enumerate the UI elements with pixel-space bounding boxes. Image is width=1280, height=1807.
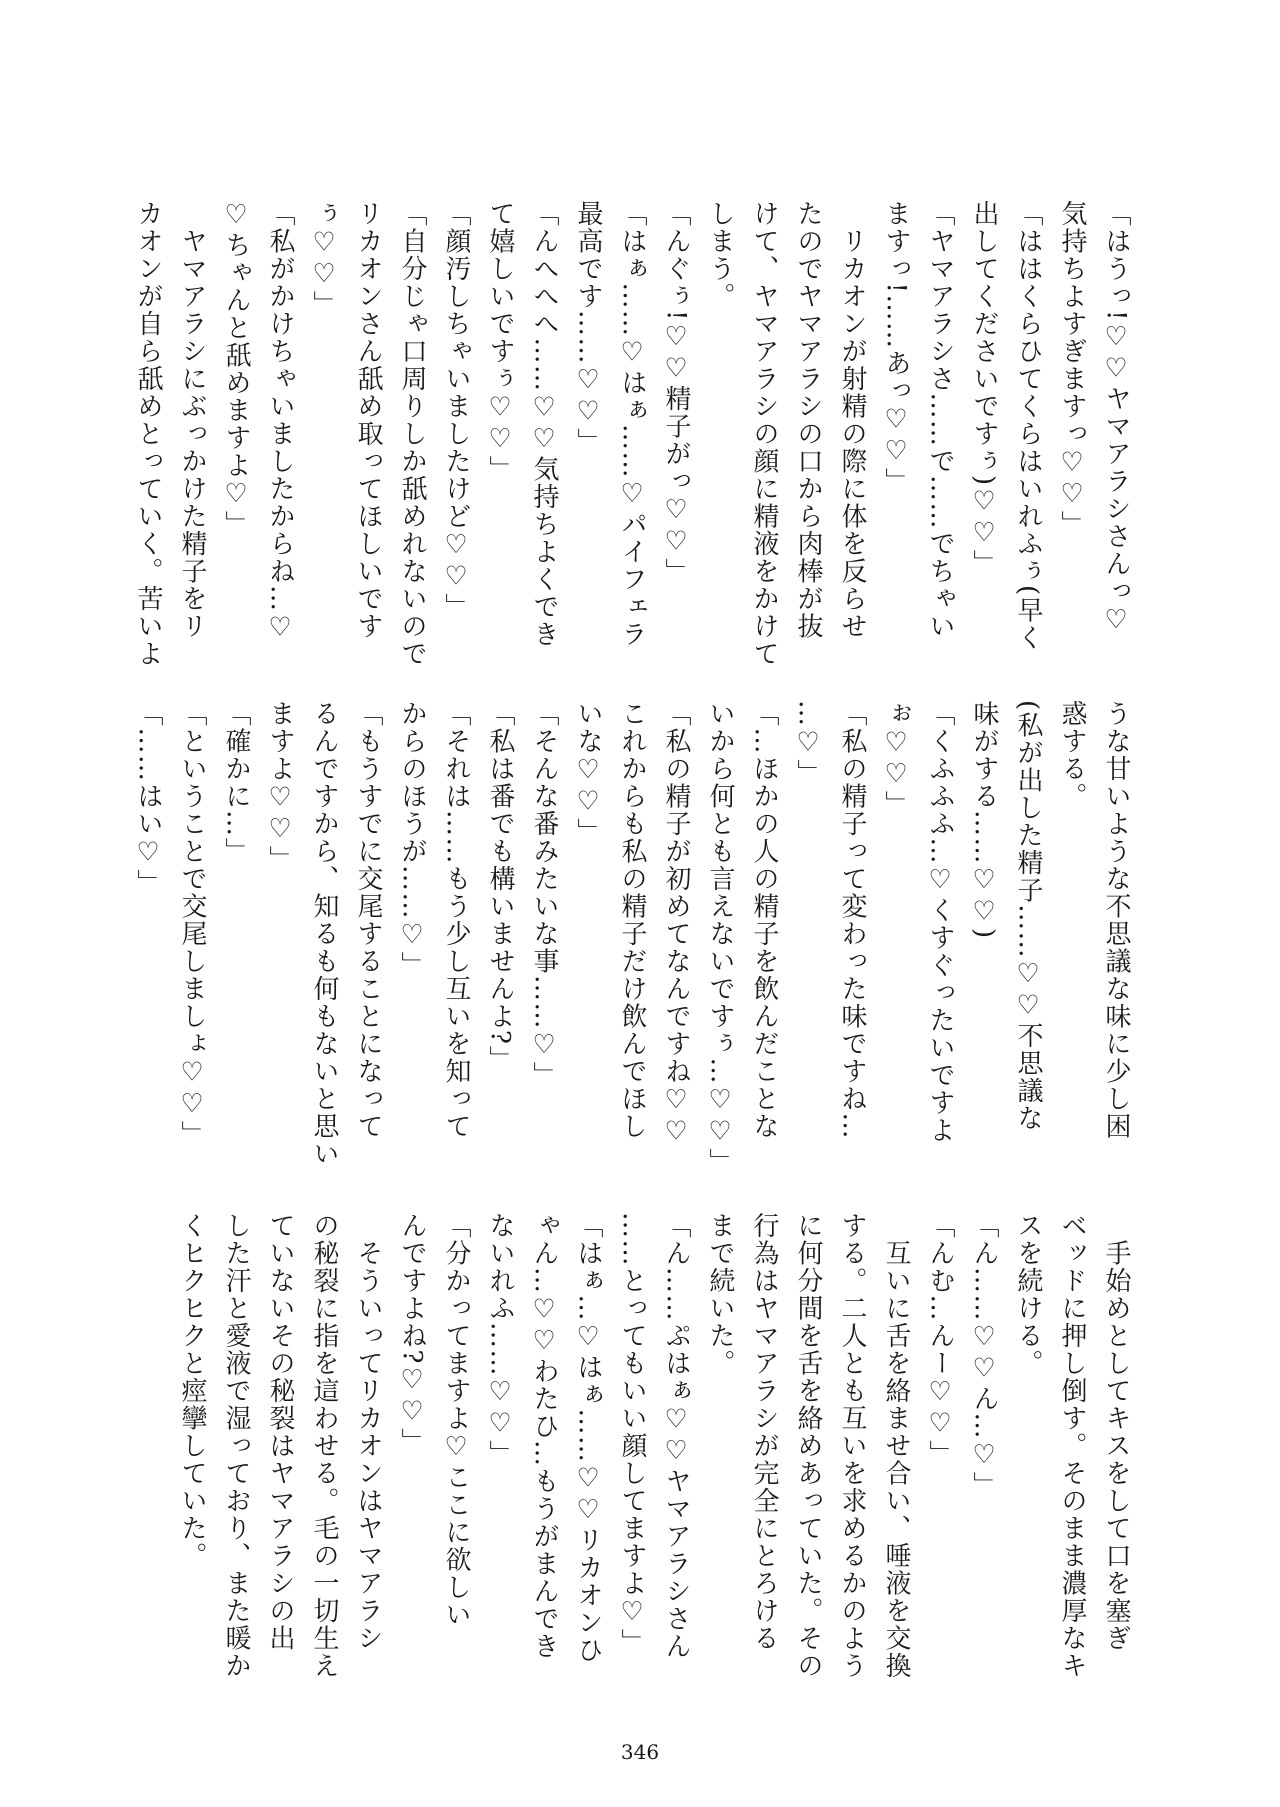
text-line: リカオンさん舐め取ってほしいです [353,200,383,640]
text-line: ♡ちゃんと舐めますよ♡」 [221,200,251,538]
text-line: 「くふふふ…♡くすぐったいですよ [925,700,955,1144]
text-line: 出してくださいですぅ)♡♡」 [969,200,999,578]
text-line: 気持ちよすぎますっ♡♡」 [1057,200,1087,538]
text-line: 最高です……♡♡」 [573,200,603,456]
text-line: いから何とも言えないですぅ…♡♡」 [705,700,735,1176]
text-line: 「はぁ……♡はぁ……♡パイフェラ [617,200,647,648]
text-line: ヤマアラシにぶっかけた精子をリ [177,200,207,640]
text-line: 「分かってますよ♡ここに欲しい [441,1212,471,1629]
text-line: 「自分じゃ口周りしか舐めれないので [397,200,427,668]
text-line: 「それは……もう少し互いを知って [441,700,471,1140]
text-line: 手始めとしてキスをして口を塞ぎ [1101,1212,1131,1652]
text-line: たのでヤマアラシの口から肉棒が抜 [793,200,823,640]
text-line: 「んへへへ……♡♡気持ちよくでき [529,200,559,648]
text-line: の秘裂に指を這わせる。毛の一切生え [309,1212,339,1680]
text-line: カオンが自ら舐めとっていく。苦いよ [133,200,163,668]
text-line: 惑する。 [1057,700,1087,810]
text-line: 「……はい♡」 [133,700,163,897]
text-line: ぉ♡♡」 [881,700,911,818]
text-line: ……とってもいい顔してますよ♡」 [617,1212,647,1656]
text-line: ますよ♡♡」 [265,700,295,873]
text-line: うな甘いような不思議な味に少し困 [1101,700,1131,1140]
page-number: 346 [620,1740,660,1764]
text-line: スを続ける。 [1013,1212,1043,1377]
text-line: 味がする……♡♡) [969,700,999,940]
text-line: いな♡♡」 [573,700,603,846]
text-line: …♡」 [793,700,823,787]
text-line: 互いに舌を絡ませ合い、唾液を交換 [881,1212,911,1680]
text-line: そういってリカオンはヤマアラシ [353,1212,383,1652]
text-line: くヒクヒクと痙攣していた。 [177,1212,207,1570]
text-block-bottom [158,1212,1138,1680]
text-line: 「んぐぅ!♡♡精子がっ♡♡」 [661,200,691,586]
text-line: 「私の精子が初めてなんですね♡♡ [661,700,691,1148]
text-line: 「私がかけちゃいましたからね…♡ [265,200,295,644]
text-line: ぅ♡♡」 [309,200,339,318]
text-line: 「…ほかの人の精子を飲んだことな [749,700,779,1140]
text-line: 「ということで交尾しましょ♡♡」 [177,700,207,1148]
text-line: 「確かに…」 [221,700,251,865]
text-block-middle [133,700,1138,1176]
text-line: 「ははくらひてくらはいれふぅ(早く [1013,200,1043,652]
text-line: ますっ!……あっ♡♡」 [881,200,911,495]
text-line: 行為はヤマアラシが完全にとろける [749,1212,779,1652]
text-line: けて、ヤマアラシの顔に精液をかけて [749,200,779,668]
text-line: 「ん……ぷはぁ♡♡ヤマアラシさん [661,1212,691,1660]
text-line: まで続いた。 [705,1212,735,1377]
text-line: 「はうっ!♡♡ヤマアラシさんっ♡ [1101,200,1131,637]
text-line: ないれふ……♡♡」 [485,1212,515,1468]
text-line: るんですから、知るも何もないと思い [309,700,339,1168]
text-line: これからも私の精子だけ飲んでほし [617,700,647,1140]
text-line: ゃん…♡♡わたひ…もうがまんでき [529,1212,559,1660]
text-line: 「そんな番みたいな事……♡」 [529,700,559,1089]
text-line: て嬉しいですぅ♡♡」 [485,200,515,483]
text-line: 「ヤマアラシさ……で……でちゃい [925,200,955,640]
text-line: んですよね?♡♡」 [397,1212,427,1456]
text-line: 「はぁ…♡はぁ……♡♡リカオンひ [573,1212,603,1664]
text-line: した汗と愛液で湿っており、また暖か [221,1212,251,1680]
text-line: する。二人とも互いを求めるかのよう [837,1212,867,1680]
text-line: 「もうすでに交尾することになって [353,700,383,1140]
text-line: (私が出した精子……♡♡不思議な [1013,700,1043,1133]
text-line: 「私の精子って変わった味ですね… [837,700,867,1140]
text-line: ベッドに押し倒す。そのまま濃厚なキ [1057,1212,1087,1680]
text-line: 「私は番でも構いませんよ?」 [485,700,515,1073]
text-block-top [133,200,1138,668]
text-line: 「ん……♡♡ん…♡」 [969,1212,999,1499]
text-line: に何分間を舌を絡めあっていた。その [793,1212,823,1680]
text-line: しまう。 [705,200,735,310]
text-line: からのほうが……♡」 [397,700,427,979]
text-line: 「顔汚しちゃいましたけど♡♡」 [441,200,471,621]
text-line: リカオンが射精の際に体を反らせ [837,200,867,640]
text-line: ていないその秘裂はヤマアラシの出 [265,1212,295,1652]
text-line: 「んむ…んー♡♡」 [925,1212,955,1468]
